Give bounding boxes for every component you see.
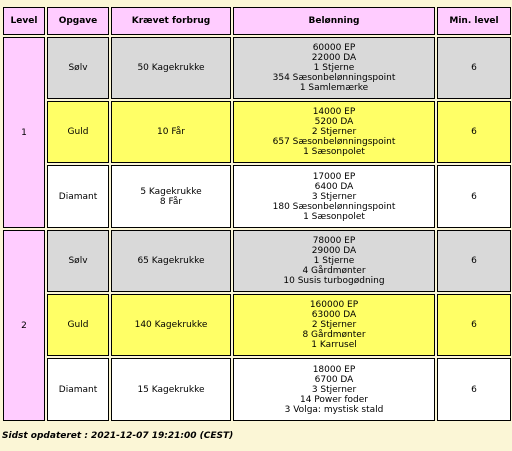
- cost-cell: [111, 101, 231, 163]
- reward-cell-line: 1 Stjerne: [313, 256, 355, 266]
- min-level-cell: 6: [437, 37, 511, 99]
- cost-cell-line: 5 Kagekrukke: [140, 186, 202, 197]
- reward-cell-line: 6400 DA: [314, 181, 354, 192]
- cost-cell: [111, 294, 231, 356]
- header-task: Opgave: [47, 7, 109, 35]
- reward-cell-line: 3 Volga: mystisk stald: [284, 404, 384, 415]
- reward-cell-line: 10 Susis turbogødning: [283, 276, 385, 286]
- reward-cell: [233, 230, 435, 292]
- cost-cell-line: 140 Kagekrukke: [134, 320, 208, 330]
- reward-cell-line: 1 Sæsonpolet: [303, 147, 365, 157]
- reward-table: [1, 5, 512, 423]
- cost-cell: [111, 37, 231, 99]
- reward-cell-line: 2 Stjerner: [311, 320, 357, 330]
- reward-cell-line: 29000 DA: [311, 246, 357, 256]
- reward-cell-line: 160000 EP: [309, 300, 359, 310]
- cost-cell-line: 8 Får: [159, 196, 183, 207]
- task-cell: Sølv: [47, 230, 109, 292]
- reward-cell-line: 6700 DA: [314, 374, 354, 385]
- table-row: [3, 358, 511, 421]
- header-level: Level: [3, 7, 45, 35]
- cost-cell-line: 65 Kagekrukke: [137, 256, 205, 266]
- reward-cell-line: 180 Sæsonbelønningspoint: [272, 201, 396, 212]
- reward-cell-line: 3 Stjerner: [311, 384, 357, 395]
- reward-cell-line: 657 Sæsonbelønningspoint: [272, 137, 396, 147]
- table-row: [3, 101, 511, 163]
- cost-cell: [111, 230, 231, 292]
- task-cell: Guld: [47, 294, 109, 356]
- min-level-cell: 6: [437, 358, 511, 421]
- level-cell: 2: [3, 230, 45, 421]
- cost-cell: [111, 165, 231, 228]
- table-row: [3, 230, 511, 292]
- cost-cell: [111, 358, 231, 421]
- task-cell: Sølv: [47, 37, 109, 99]
- reward-cell-line: 1 Stjerne: [313, 63, 355, 73]
- last-updated: Sidst opdateret : 2021-12-07 19:21:00 (CEST): [2, 431, 234, 441]
- reward-cell-line: 63000 DA: [311, 310, 357, 320]
- table-row: [3, 37, 511, 99]
- reward-cell-line: 14000 EP: [312, 107, 356, 117]
- header-reward: Belønning: [233, 7, 435, 35]
- min-level-cell: 6: [437, 294, 511, 356]
- table-body: [3, 37, 511, 421]
- reward-cell-line: 1 Sæsonpolet: [303, 211, 365, 222]
- reward-cell-line: 60000 EP: [312, 43, 356, 53]
- reward-cell-line: 354 Sæsonbelønningspoint: [272, 73, 396, 83]
- reward-cell: [233, 165, 435, 228]
- reward-cell-line: 1 Karrusel: [311, 340, 357, 350]
- table-row: [3, 165, 511, 228]
- reward-cell-line: 14 Power foder: [299, 394, 368, 405]
- task-cell: Diamant: [47, 165, 109, 228]
- reward-cell-line: 22000 DA: [311, 53, 357, 63]
- reward-cell-line: 1 Samlemærke: [299, 83, 369, 93]
- cost-cell-line: 15 Kagekrukke: [137, 384, 205, 395]
- cost-cell-line: 10 Får: [157, 127, 185, 137]
- header-min-level: Min. level: [437, 7, 511, 35]
- reward-cell-line: 18000 EP: [312, 364, 356, 375]
- reward-cell: [233, 101, 435, 163]
- min-level-cell: 6: [437, 230, 511, 292]
- task-cell: Guld: [47, 101, 109, 163]
- reward-cell-line: 78000 EP: [312, 236, 356, 246]
- reward-cell: [233, 37, 435, 99]
- cost-cell-line: 50 Kagekrukke: [137, 63, 205, 73]
- level-cell: 1: [3, 37, 45, 228]
- reward-cell-line: 17000 EP: [312, 171, 356, 182]
- reward-cell-line: 3 Stjerner: [311, 191, 357, 202]
- min-level-cell: 6: [437, 101, 511, 163]
- min-level-cell: 6: [437, 165, 511, 228]
- header-row: [3, 7, 511, 35]
- reward-cell-line: 2 Stjerner: [311, 127, 357, 137]
- header-cost: Krævet forbrug: [111, 7, 231, 35]
- reward-cell-line: 8 Gårdmønter: [302, 330, 366, 340]
- reward-cell: [233, 294, 435, 356]
- reward-cell-line: 4 Gårdmønter: [302, 266, 366, 276]
- reward-cell: [233, 358, 435, 421]
- table-row: [3, 294, 511, 356]
- reward-cell-line: 5200 DA: [314, 117, 354, 127]
- task-cell: Diamant: [47, 358, 109, 421]
